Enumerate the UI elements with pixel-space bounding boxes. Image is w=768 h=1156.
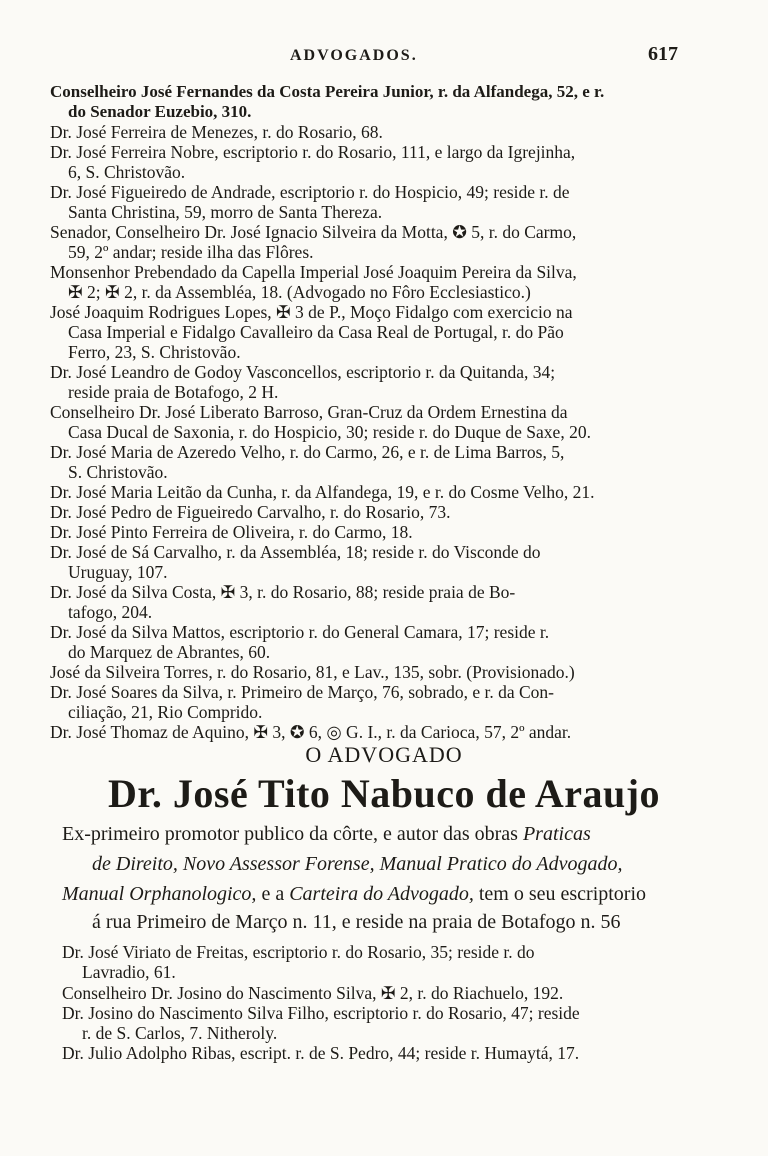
entry-line: 59, 2º andar; reside ilha das Flôres. [68,242,314,262]
entry-line: Dr. José Leandro de Godoy Vasconcellos, escriptorio r. da Quitanda, 34; [50,362,556,382]
entry-line: Dr. José Ferreira Nobre, escriptorio r. do Rosario, 111, e largo da Igrejinha, [50,142,576,162]
entry-line: Conselheiro José Fernandes da Costa Pereira Junior, r. da Alfandega, 52, e r. [50,82,605,101]
entry-line: ciliação, 21, Rio Comprido. [68,702,263,722]
entry-line: José Joaquim Rodrigues Lopes, ✠ 3 de P., Moço Fidalgo com exercicio na [50,302,573,322]
entry-line: Ferro, 23, S. Christovão. [68,342,241,362]
ad-line: Ex-primeiro promotor publico da côrte, e autor das obras Praticas [62,823,591,845]
entry-line: Dr. Julio Adolpho Ribas, escript. r. de S. Pedro, 44; reside r. Humaytá, 17. [62,1043,580,1063]
ad-label: O ADVOGADO [305,742,463,767]
entry-line: Dr. José Figueiredo de Andrade, escriptorio r. do Hospicio, 49; reside r. de [50,182,570,202]
entry-line: S. Christovão. [68,462,168,482]
entry-line: Dr. Josino do Nascimento Silva Filho, escriptorio r. do Rosario, 47; reside [62,1003,580,1023]
section-title: ADVOGADOS. [290,47,418,64]
entry-line: Dr. José Thomaz de Aquino, ✠ 3, ✪ 6, ◎ G. I., r. da Carioca, 57, 2º andar. [50,722,572,742]
entry-line: Dr. José da Silva Costa, ✠ 3, r. do Rosario, 88; reside praia de Bo- [50,582,516,602]
entry-line: Dr. José Pedro de Figueiredo Carvalho, r. do Rosario, 73. [50,502,451,522]
entry-line: 6, S. Christovão. [68,162,186,182]
entry-line: do Marquez de Abrantes, 60. [68,642,271,662]
entry-line: Uruguay, 107. [68,562,168,582]
entry-line: Santa Christina, 59, morro de Santa Thereza. [68,202,383,222]
page-number: 617 [648,43,678,65]
entry-line: Dr. José Pinto Ferreira de Oliveira, r. do Carmo, 18. [50,522,413,542]
entry-line: Dr. José de Sá Carvalho, r. da Assembléa, 18; reside r. do Visconde do [50,542,541,562]
entry-line: Senador, Conselheiro Dr. José Ignacio Silveira da Motta, ✪ 5, r. do Carmo, [50,222,577,242]
entry-line: r. de S. Carlos, 7. Nitheroly. [82,1023,278,1043]
entry-line: Conselheiro Dr. Josino do Nascimento Silva, ✠ 2, r. do Riachuelo, 192. [62,983,564,1003]
ad-line: á rua Primeiro de Março n. 11, e reside na praia de Botafogo n. 56 [92,911,621,933]
ad-lawyer-name: Dr. José Tito Nabuco de Araujo [107,771,661,816]
entry-line: Lavradio, 61. [82,962,176,982]
entry-line: Casa Ducal de Saxonia, r. do Hospicio, 30; reside r. do Duque de Saxe, 20. [68,422,591,442]
entry-line: Dr. José Maria de Azeredo Velho, r. do Carmo, 26, e r. de Lima Barros, 5, [50,442,565,462]
entry-line: Dr. José Maria Leitão da Cunha, r. da Alfandega, 19, e r. do Cosme Velho, 21. [50,482,595,502]
page-header [0,43,768,73]
entry-line: Casa Imperial e Fidalgo Cavalleiro da Casa Real de Portugal, r. do Pão [68,322,564,342]
entry-line: reside praia de Botafogo, 2 H. [68,382,279,402]
entry-line: José da Silveira Torres, r. do Rosario, 81, e Lav., 135, sobr. (Provisionado.) [50,662,575,682]
ad-line: de Direito, Novo Assessor Forense, Manual Pratico do Advogado, [92,853,623,875]
entry-line: do Senador Euzebio, 310. [68,102,252,121]
entry-line: Dr. José Soares da Silva, r. Primeiro de Março, 76, sobrado, e r. da Con- [50,682,555,702]
entry-line: Dr. José Viriato de Freitas, escriptorio r. do Rosario, 35; reside r. do [62,942,535,962]
entry-line: Monsenhor Prebendado da Capella Imperial José Joaquim Pereira da Silva, [50,262,577,282]
entry-line: Conselheiro Dr. José Liberato Barroso, Gran-Cruz da Ordem Ernestina da [50,402,568,422]
entry-line: Dr. José da Silva Mattos, escriptorio r. do General Camara, 17; reside r. [50,622,550,642]
entry-line: Dr. José Ferreira de Menezes, r. do Rosario, 68. [50,122,383,142]
entry-line: tafogo, 204. [68,602,153,622]
ad-line: Manual Orphanologico, e a Carteira do Advogado, tem o seu escriptorio [62,883,647,905]
entry-line: ✠ 2; ✠ 2, r. da Assembléa, 18. (Advogado no Fôro Ecclesiastico.) [68,282,531,302]
